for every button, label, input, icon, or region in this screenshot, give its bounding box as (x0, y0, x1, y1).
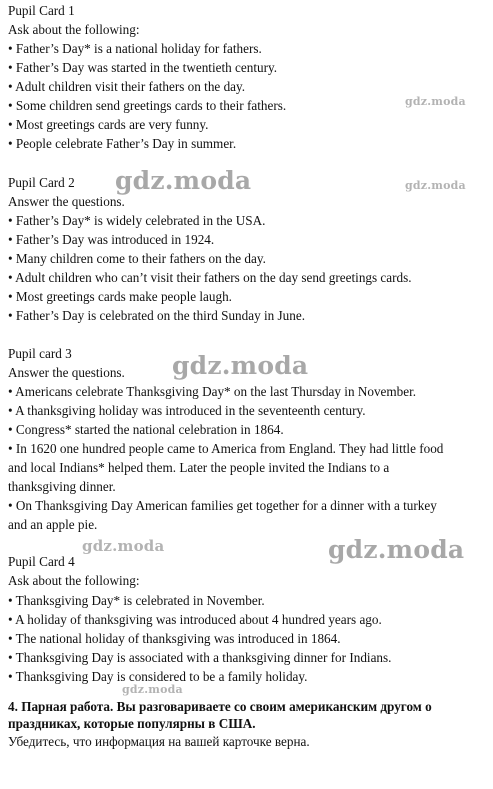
card4-instruction: Ask about the following: (8, 573, 140, 588)
watermark: gdz.moda (122, 683, 183, 696)
card1-item: • Father’s Day* is a national holiday for fathers. (8, 41, 262, 56)
watermark: gdz.moda (115, 166, 252, 195)
card2-instruction: Answer the questions. (8, 194, 125, 209)
watermark: gdz.moda (328, 535, 465, 564)
task4-note: Убедитесь, что информация на вашей карточке верна. (8, 734, 310, 749)
card4-item: • Thanksgiving Day is associated with a thanksgiving dinner for Indians. (8, 650, 392, 665)
card2-item: • Most greetings cards make people laugh. (8, 289, 232, 304)
card2-title: Pupil Card 2 (8, 175, 75, 190)
card3-item: and an apple pie. (8, 517, 98, 532)
card2-item: • Father’s Day is celebrated on the third Sunday in June. (8, 308, 305, 323)
card3-item: • Congress* started the national celebration in 1864. (8, 422, 284, 437)
card1-instruction: Ask about the following: (8, 22, 140, 37)
card1-title: Pupil Card 1 (8, 3, 75, 18)
task4-heading-cont: праздниках, которые популярны в США. (8, 716, 256, 731)
watermark: gdz.moda (405, 95, 466, 108)
card1-item: • People celebrate Father’s Day in summer. (8, 136, 237, 151)
card2-item: • Father’s Day* is widely celebrated in the USA. (8, 213, 266, 228)
card1-item: • Adult children visit their fathers on the day. (8, 79, 246, 94)
card3-item: • In 1620 one hundred people came to America from England. They had little food (8, 441, 444, 456)
card2-item: • Adult children who can’t visit their fathers on the day send greetings cards. (8, 270, 412, 285)
watermark: gdz.moda (405, 179, 466, 192)
task4-heading: 4. Парная работа. Вы разговариваете со своим американским другом о (8, 699, 432, 714)
card4-item: • A holiday of thanksgiving was introduced about 4 hundred years ago. (8, 612, 382, 627)
card3-title: Pupil card 3 (8, 346, 72, 361)
card1-item: • Father’s Day was started in the twentieth century. (8, 60, 278, 75)
card2-item: • Many children come to their fathers on the day. (8, 251, 266, 266)
card3-item: • On Thanksgiving Day American families get together for a dinner with a turkey (8, 498, 437, 513)
card1-item: • Some children send greetings cards to their fathers. (8, 98, 287, 113)
card3-item: thanksgiving dinner. (8, 479, 116, 494)
card3-item: and local Indians* helped them. Later the people invited the Indians to a (8, 460, 390, 475)
card4-title: Pupil Card 4 (8, 554, 75, 569)
card3-instruction: Answer the questions. (8, 365, 125, 380)
card4-item: • The national holiday of thanksgiving was introduced in 1864. (8, 631, 341, 646)
watermark: gdz.moda (172, 351, 309, 380)
watermark: gdz.moda (82, 537, 165, 555)
card3-item: • A thanksgiving holiday was introduced in the seventeenth century. (8, 403, 366, 418)
card1-item: • Most greetings cards are very funny. (8, 117, 209, 132)
card4-item: • Thanksgiving Day is considered to be a family holiday. (8, 669, 308, 684)
card3-item: • Americans celebrate Thanksgiving Day* on the last Thursday in November. (8, 384, 417, 399)
card4-item: • Thanksgiving Day* is celebrated in November. (8, 593, 265, 608)
card2-item: • Father’s Day was introduced in 1924. (8, 232, 215, 247)
